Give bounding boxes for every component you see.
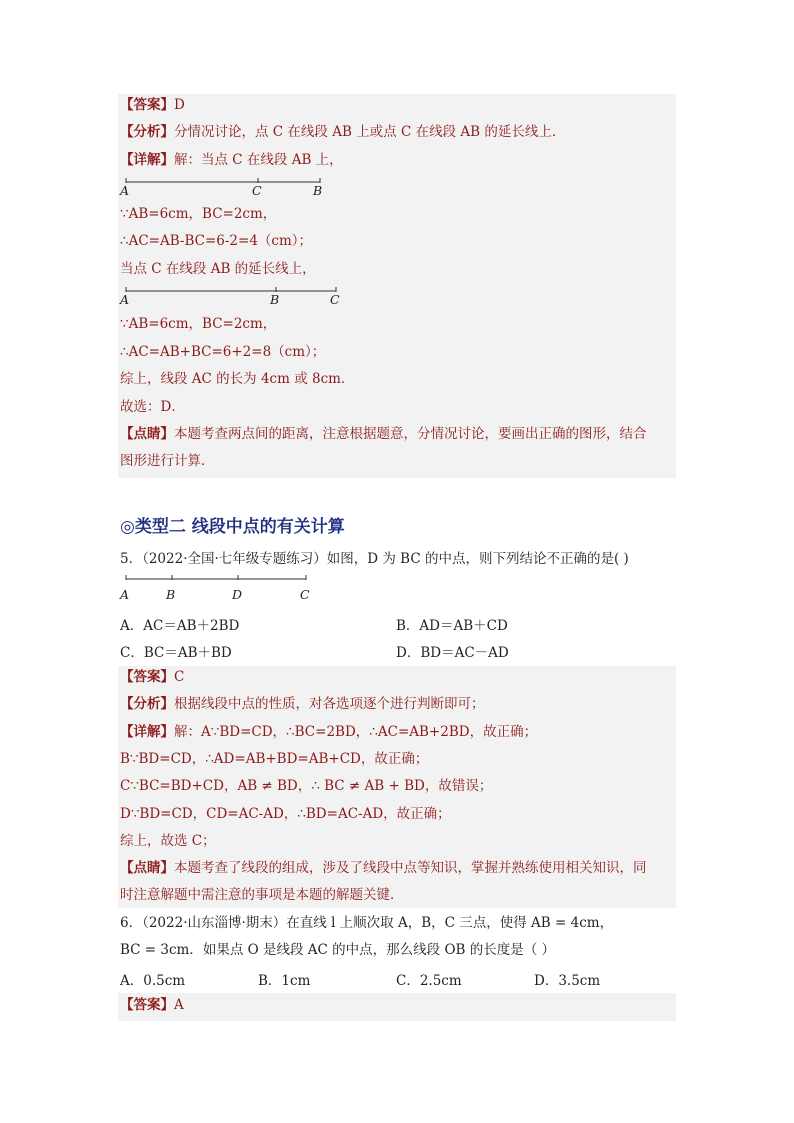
segment-figure-1 xyxy=(118,176,328,200)
case-line: 当点 C 在线段 AB 的延长线上， xyxy=(120,261,316,277)
detail-line-c: C∵BC=BD+CD，AB ≠ BD，∴ BC ≠ AB + BD，故错误； xyxy=(120,778,493,794)
question-6-stem: 6．（2022·山东淄博·期末）在直线 l 上顺次取 A，B，C 三点，使得 AB = 4cm， xyxy=(120,915,614,931)
option-a[interactable]: A．AC＝AB＋2BD xyxy=(120,618,240,634)
point-label: B xyxy=(270,292,280,307)
point-label: A xyxy=(120,587,130,602)
question-6-stem-2: BC = 3cm．如果点 O 是线段 AC 的中点，那么线段 OB 的长度是（ ） xyxy=(120,942,556,958)
option-c[interactable]: C．2.5cm xyxy=(396,973,462,989)
choice-line: 故选：D． xyxy=(120,399,185,415)
option-a[interactable]: A．0.5cm xyxy=(120,973,186,989)
point-label: C xyxy=(252,183,262,198)
segment-figure-2 xyxy=(118,285,348,309)
detail-line: 【详解】解：A∵BD=CD，∴BC=2BD，∴AC=AB+2BD，故正确； xyxy=(120,724,538,740)
option-d[interactable]: D．BD＝AC－AD xyxy=(396,645,509,661)
analysis-line: 【分析】根据线段中点的性质，对各选项逐个进行判断即可； xyxy=(120,696,485,712)
point-label: A xyxy=(120,292,130,307)
point-label: C xyxy=(330,292,340,307)
point-label: B xyxy=(313,183,323,198)
point-label: B xyxy=(166,587,176,602)
detail-line-b: B∵BD=CD，∴AD=AB+BD=AB+CD，故正确； xyxy=(120,751,429,767)
option-d[interactable]: D．3.5cm xyxy=(534,973,601,989)
point-label: D xyxy=(232,587,243,602)
solution-block-3 xyxy=(118,993,676,1021)
answer-line: 【答案】D xyxy=(120,97,185,113)
calc-line: ∴AC=AB-BC=6-2=4（cm）； xyxy=(120,233,313,249)
segment-figure-q5 xyxy=(118,574,318,602)
option-b[interactable]: B．1cm xyxy=(258,973,311,989)
comment-line-2: 时注意解题中需注意的事项是本题的解题关键． xyxy=(120,887,404,903)
question-5-stem: 5．（2022·全国·七年级专题练习）如图，D 为 BC 的中点，则下列结论不正确的是( ) xyxy=(120,551,629,567)
answer-line: 【答案】A xyxy=(120,997,184,1013)
calc-line: ∴AC=AB+BC=6+2=8（cm）； xyxy=(120,344,326,360)
point-label: C xyxy=(300,587,310,602)
option-b[interactable]: B．AD＝AB＋CD xyxy=(396,618,508,634)
answer-line: 【答案】C xyxy=(120,669,185,685)
given-line: ∵AB=6cm，BC=2cm， xyxy=(120,316,277,332)
option-c[interactable]: C．BC＝AB＋BD xyxy=(120,645,232,661)
comment-line-2: 图形进行计算． xyxy=(120,453,215,469)
comment-line: 【点睛】本题考查两点间的距离，注意根据题意，分情况讨论，要画出正确的图形，结合 xyxy=(120,426,647,442)
detail-line: 【详解】解：当点 C 在线段 AB 上， xyxy=(120,152,343,168)
point-label: A xyxy=(120,183,130,198)
comment-line: 【点睛】本题考查了线段的组成，涉及了线段中点等知识，掌握并熟练使用相关知识，同 xyxy=(120,860,647,876)
given-line: ∵AB=6cm，BC=2cm， xyxy=(120,206,277,222)
analysis-line: 【分析】分情况讨论，点 C 在线段 AB 上或点 C 在线段 AB 的延长线上． xyxy=(120,124,566,140)
detail-line-d: D∵BD=CD，CD=AC-AD，∴BD=AC-AD，故正确； xyxy=(120,806,451,822)
summary-line: 综上，故选 C； xyxy=(120,833,216,849)
section-heading: ◎类型二 线段中点的有关计算 xyxy=(120,517,345,537)
summary-line: 综上，线段 AC 的长为 4cm 或 8cm． xyxy=(120,371,355,387)
